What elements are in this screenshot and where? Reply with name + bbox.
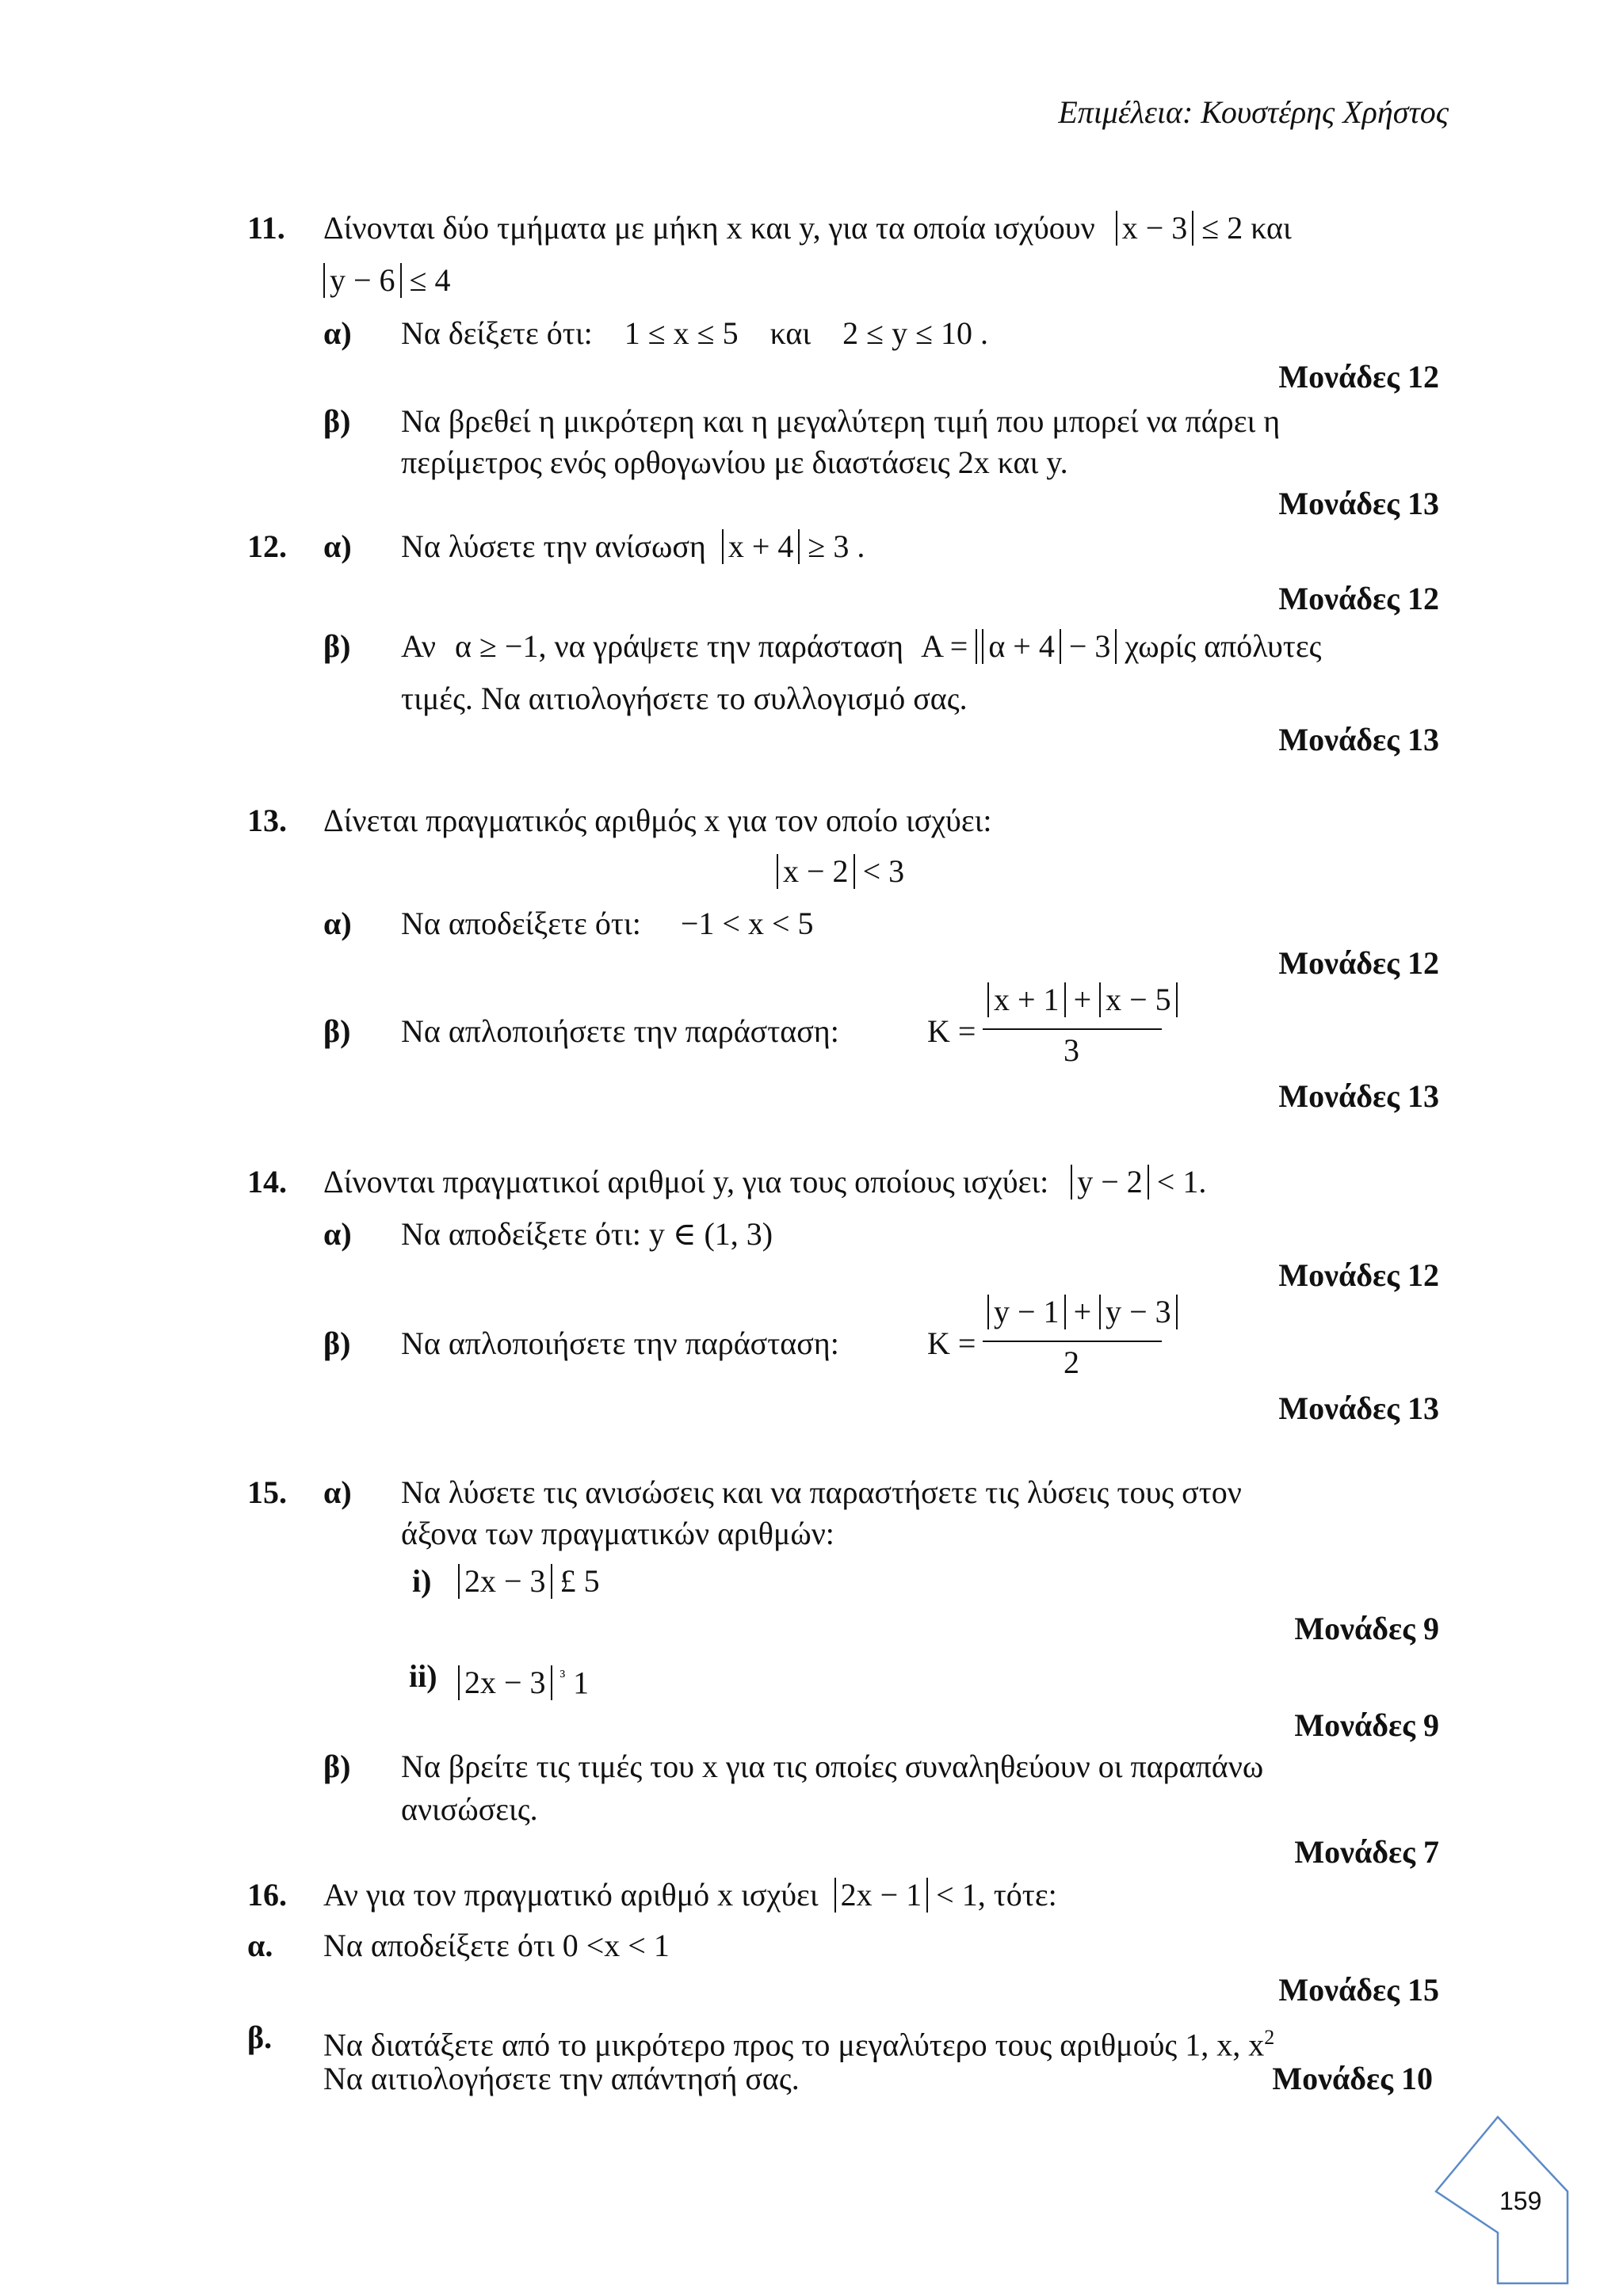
- problem-13-text: Δίνεται πραγματικός αριθμός x για τον οποίο ισχύει:: [323, 803, 992, 838]
- problem-12-a-text: Να λύσετε την ανίσωση: [401, 528, 706, 564]
- problem-15-i-label: i): [412, 1563, 432, 1599]
- problem-15-ii-label: ii): [409, 1658, 437, 1694]
- problem-13-rel: < 3: [862, 853, 905, 889]
- problem-12-b-line: [401, 626, 1322, 667]
- problem-13-b-plus: +: [1073, 982, 1092, 1017]
- problem-12-b-text3: χωρίς απόλυτες: [1125, 628, 1322, 664]
- problem-16-b-marks: Μονάδες 10: [1272, 2061, 1433, 2096]
- problem-15-ii-line: [458, 1656, 589, 1703]
- problem-16-b-text1: Να διατάξετε από το μικρότερο προς το μεγαλύτερο τους αριθμούς 1, x, x: [323, 2027, 1265, 2063]
- problem-13-a-math: −1 < x < 5: [680, 906, 814, 941]
- problem-15-b-marks: Μονάδες 7: [1294, 1834, 1439, 1870]
- problem-15-ii-sym: ³: [559, 1666, 566, 1686]
- problem-16-line: [323, 1875, 1057, 1916]
- problem-13-a-text: Να αποδείξετε ότι:: [401, 906, 641, 941]
- problem-16-text1: Αν για τον πραγματικό αριθμό x ισχύει: [323, 1877, 819, 1913]
- problem-12-a-label: α): [323, 528, 352, 564]
- problem-12-b-A: A =: [921, 628, 968, 664]
- problem-16-a-text: Να αποδείξετε ότι 0 <x < 1: [323, 1928, 670, 1963]
- problem-15-b-text2: ανισώσεις.: [401, 1791, 538, 1827]
- problem-12-a-rel: ≥ 3 .: [808, 528, 865, 564]
- problem-16-number: 16.: [247, 1877, 287, 1913]
- problem-11-b-text1: Να βρεθεί η μικρότερη και η μεγαλύτερη τιμή που μπορεί να πάρει η: [401, 403, 1281, 439]
- page-number: 159: [1499, 2187, 1542, 2215]
- problem-11-b-label: β): [323, 403, 351, 439]
- problem-13-number: 13.: [247, 803, 287, 838]
- problem-13-b-numerator: [987, 981, 1178, 1018]
- problem-15-i-abs: 2x − 3: [458, 1564, 552, 1599]
- problem-13-b-abs1: x + 1: [987, 982, 1066, 1017]
- problem-16-b-text2: Να αιτιολογήσετε την απάντησή σας.: [323, 2061, 800, 2096]
- problem-14-a-text: Να αποδείξετε ότι: y ∈ (1, 3): [401, 1216, 773, 1252]
- problem-11-statement: Δίνονται δύο τμήματα με μήκη x και y, για τα οποία ισχύουν: [323, 210, 1095, 246]
- problem-13-a-label: α): [323, 906, 352, 941]
- problem-11-number: 11.: [247, 210, 285, 246]
- problem-13-b-abs2: x − 5: [1099, 982, 1178, 1017]
- problem-11-a-text: Να δείξετε ότι:: [401, 315, 593, 351]
- problem-14-b-marks: Μονάδες 13: [1278, 1390, 1439, 1426]
- problem-13-b-fraction-bar: [983, 1028, 1162, 1030]
- problem-13-b-K: K =: [927, 1013, 976, 1049]
- problem-12-b-marks: Μονάδες 13: [1278, 722, 1439, 757]
- problem-15-ii-val: 1: [573, 1665, 590, 1701]
- problem-14-number: 14.: [247, 1164, 287, 1199]
- problem-12-b-text4: τιμές. Να αιτιολογήσετε το συλλογισμό σας.: [401, 681, 968, 716]
- problem-16-a-label: α.: [247, 1928, 273, 1963]
- problem-12-a-marks: Μονάδες 12: [1278, 581, 1439, 616]
- problem-11-and: και: [1251, 210, 1292, 246]
- problem-11-a-line: [401, 313, 988, 354]
- problem-15-ii-abs: 2x − 3: [458, 1665, 552, 1700]
- problem-11-text: [323, 208, 1292, 249]
- problem-14-line: [323, 1161, 1206, 1203]
- problem-16-rel: < 1,: [936, 1877, 986, 1913]
- problem-14-b-abs1: y − 1: [987, 1295, 1066, 1329]
- problem-11-a-math2: 2 ≤ y ≤ 10 .: [842, 315, 989, 351]
- problem-16-text2: τότε:: [993, 1877, 1057, 1913]
- problem-11-cond1-rel: ≤ 2: [1201, 210, 1243, 246]
- problem-12-b-text1: Αν: [401, 628, 437, 664]
- problem-11-a-marks: Μονάδες 12: [1278, 359, 1439, 395]
- problem-14-b-denominator: 2: [1064, 1344, 1079, 1380]
- problem-12-a-abs: x + 4: [722, 529, 800, 564]
- problem-15-a-label: α): [323, 1474, 352, 1510]
- problem-11-cond2: y − 6: [323, 263, 402, 298]
- problem-14-b-text: Να απλοποιήσετε την παράσταση:: [401, 1325, 839, 1361]
- problem-14-b-abs2: y − 3: [1099, 1295, 1178, 1329]
- problem-14-a-label: α): [323, 1216, 352, 1252]
- problem-15-number: 15.: [247, 1474, 287, 1510]
- problem-11-cond2-rel: ≤ 4: [409, 262, 451, 298]
- problem-11-a-label: α): [323, 315, 352, 351]
- problem-12-b-inner-abs: α + 4: [982, 629, 1061, 664]
- problem-16-b-sup: 2: [1264, 2026, 1275, 2049]
- problem-12-number: 12.: [247, 528, 287, 564]
- problem-14-rel: < 1.: [1156, 1164, 1207, 1199]
- problem-12-b-text2: να γράψετε την παράσταση: [554, 628, 904, 664]
- problem-14-a-marks: Μονάδες 12: [1278, 1257, 1439, 1293]
- problem-14-b-fraction: [983, 1293, 1171, 1388]
- problem-13-b-text: Να απλοποιήσετε την παράσταση:: [401, 1013, 839, 1049]
- problem-15-a-text2: άξονα των πραγματικών αριθμών:: [401, 1516, 834, 1551]
- problem-12-a-line: [401, 526, 865, 567]
- problem-13-condition: [777, 851, 904, 892]
- problem-14-b-plus: +: [1073, 1294, 1092, 1329]
- problem-14-b-K: K =: [927, 1325, 976, 1361]
- problem-13-a-marks: Μονάδες 12: [1278, 945, 1439, 981]
- problem-11-b-marks: Μονάδες 13: [1278, 486, 1439, 521]
- problem-16-a-marks: Μονάδες 15: [1278, 1972, 1439, 2008]
- problem-13-b-marks: Μονάδες 13: [1278, 1078, 1439, 1114]
- problem-16-abs: 2x − 1: [834, 1878, 929, 1913]
- problem-12-b-outer-abs: [976, 629, 1117, 664]
- problem-11-b-text2: περίμετρος ενός ορθογωνίου με διαστάσεις 2x και y.: [401, 444, 1068, 480]
- problem-15-i-line: [458, 1561, 600, 1602]
- problem-16-b-label: β.: [247, 2019, 273, 2055]
- problem-11-cond2-line: [323, 260, 451, 301]
- problem-11-a-and: και: [769, 315, 812, 351]
- problem-15-i-marks: Μονάδες 9: [1294, 1611, 1439, 1646]
- problem-13-abs: x − 2: [777, 854, 855, 889]
- problem-14-b-label: β): [323, 1325, 351, 1361]
- header-author: Επιμέλεια: Κουστέρης Χρήστος: [1058, 94, 1449, 130]
- problem-12-b-minus: − 3: [1068, 628, 1111, 664]
- problem-15-ii-marks: Μονάδες 9: [1294, 1707, 1439, 1743]
- problem-13-b-label: β): [323, 1013, 351, 1049]
- problem-15-a-text1: Να λύσετε τις ανισώσεις και να παραστήσετε τις λύσεις τους στον: [401, 1474, 1242, 1510]
- problem-14-b-fraction-bar: [983, 1341, 1162, 1342]
- problem-14-b-numerator: [987, 1293, 1178, 1330]
- problem-13-b-fraction: [983, 981, 1171, 1076]
- problem-11-a-math1: 1 ≤ x ≤ 5: [624, 315, 739, 351]
- problem-12-b-cond: α ≥ −1,: [455, 628, 547, 664]
- problem-15-b-label: β): [323, 1749, 351, 1784]
- problem-12-b-label: β): [323, 628, 351, 664]
- problem-14-text: Δίνονται πραγματικοί αριθμοί y, για τους οποίους ισχύει:: [323, 1164, 1049, 1199]
- problem-14-abs: y − 2: [1071, 1165, 1149, 1199]
- problem-15-i-rel: £ 5: [559, 1563, 600, 1599]
- problem-13-a-line: [401, 903, 814, 944]
- problem-11-cond1: x − 3: [1116, 211, 1194, 246]
- problem-13-b-denominator: 3: [1064, 1032, 1079, 1068]
- problem-15-b-text1: Να βρείτε τις τιμές του x για τις οποίες συναληθεύουν οι παραπάνω: [401, 1749, 1264, 1784]
